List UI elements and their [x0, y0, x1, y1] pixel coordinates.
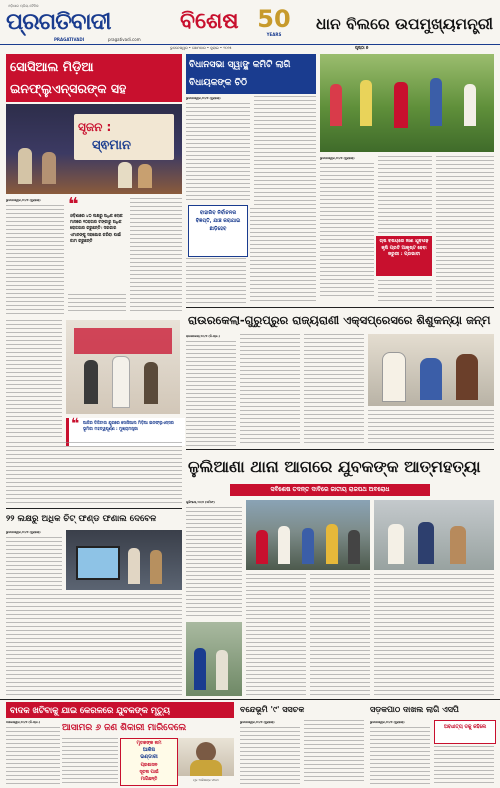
face-icon [196, 742, 216, 762]
person-figure [18, 148, 32, 184]
person-figure [112, 356, 130, 408]
section-rule [6, 508, 182, 509]
backdrop-banner [74, 328, 172, 354]
story8-pull-5: ସୂଚନା ପାଇଁ [139, 770, 159, 775]
person-figure [138, 164, 152, 188]
story3-body-col3 [436, 156, 494, 302]
stage-banner [74, 114, 174, 160]
story1-quote2: ଆଜିର ଡିଜିଟାଲ ଯୁଗରେ ସୋସିଆଲ ମିଡ଼ିଆ ଇନଫ୍ଲୁଏନ୍ସର ଭୂମିକା ମହତ୍ୱପୂର୍ଣ୍ଣ : ମୁଖ୍ୟମନ୍ତ୍ରୀ [83, 420, 174, 431]
story1-body-col3 [130, 198, 182, 314]
story9-body-col2 [304, 720, 364, 784]
story2-dateline: ଭୁବନେଶ୍ୱର,୨୦/୭ (ବ୍ୟୁରୋ) [186, 96, 221, 100]
story5-photo [246, 500, 370, 570]
quote-mark-icon: ❝ [71, 416, 80, 432]
story10-pull: ଅବଧୀତ୍ୟ ଡକୁ କହିଲେ [443, 725, 487, 730]
person-figure [216, 650, 228, 690]
stage-banner-line-1: ସୃଜନ : [78, 120, 112, 134]
story1-quote-block [68, 194, 126, 290]
story5-body-col3 [310, 574, 370, 696]
story7-headline-box [6, 702, 234, 718]
masthead-logo-en: PRAGATIVADI [54, 37, 85, 42]
person-figure [118, 162, 132, 188]
story5-body-col2 [246, 574, 306, 696]
story2-body-col1 [186, 103, 250, 203]
person-figure [348, 530, 360, 564]
section-rule [186, 449, 494, 450]
story2-headline-box [186, 54, 316, 94]
person-figure [326, 524, 338, 564]
story1-body-col1 [6, 205, 64, 314]
shoulders-shape [190, 760, 222, 776]
person-figure [128, 548, 140, 584]
person-figure [418, 522, 434, 564]
story8-photo-caption: ମୃତ ଆଶିଷଙ୍କ ଫଟୋ [193, 778, 219, 782]
person-figure [430, 78, 442, 126]
story4-photo [368, 334, 494, 406]
story3-headline: ଧାନ ବିଲରେ ଉପମୁଖ୍ୟମନ୍ତ୍ରୀ [316, 15, 493, 33]
person-figure [256, 530, 268, 564]
story6-body-col1 [6, 537, 62, 591]
person-figure [194, 648, 206, 690]
story10-body-col2 [434, 746, 494, 784]
story1-body-col2 [68, 294, 126, 314]
story1-body-bottom [6, 442, 182, 504]
story1-headline: ସୋସିଆଲ ମିଡ଼ିଆ ଇନଫ୍ଲୁଏନ୍ସରଙ୍କ ସହ [10, 59, 127, 96]
story6-dateline: ଭୁବନେଶ୍ୱର,୨୦/୭ (ବ୍ୟୁରୋ) [6, 530, 41, 534]
story1-dateline: ଭୁବନେଶ୍ୱର,୨୦/୭ (ବ୍ୟୁରୋ) [6, 198, 41, 202]
person-figure [150, 550, 162, 584]
story4-dateline: ରାଉରକେଲା,୨୦/୭ (ନି.ପ୍ର.) [186, 334, 220, 338]
story3-body-col2b [378, 280, 432, 302]
story5-sub-box [230, 484, 430, 496]
story6-photo [66, 530, 182, 590]
story1-quote: ଓଡ଼ିଶାରେ ୪୦ ଲକ୍ଷରୁ ଅଧିକ ଲୋକ ମାସରେ ୧୦ହଜାର ଟଙ୍କାରୁ ଅଧିକ ରୋଜଗାର କରୁଛନ୍ତି। ସରକାର ଏମାନଙ୍କୁ ସହଯୋଗ କରିବା ପାଇଁ କାମ କରୁଛନ୍ତି [70, 213, 123, 243]
story2-pull-box [188, 205, 248, 257]
story5-sub: ସବିଶେଷ ତଦନ୍ତ ଦାବିରେ ଜାତୀୟ ରାଜପଥ ଅବରୋଧ [270, 486, 390, 493]
masthead-tagline: ଓଡ଼ିଶାର ପ୍ରିୟ ଦୈନିକ [8, 4, 39, 8]
anniversary-number: 50 [257, 5, 291, 33]
quote-mark-icon: ❝ [68, 194, 79, 215]
story8-photo [178, 738, 234, 776]
story3-pull-box [376, 236, 432, 276]
story8-pull-box [120, 738, 178, 786]
masthead-dateline: ଭୁବନେଶ୍ୱର • ସୋମବାର • ଜୁଲାଇ • ୨୦୨୫ [170, 46, 232, 50]
story8-pull-2: ଆଶିଷ [142, 747, 156, 753]
story4-body-col1 [186, 341, 236, 446]
story2-headline: ବିଧାନସଭା ସ୍ୱାଙ୍କ୍ଷ କମିଟି ଲାଗି ବିଧାୟକଙ୍କ ଚିଠି [189, 60, 291, 88]
story2-body-col4 [186, 258, 246, 304]
story10-body-col1 [370, 727, 430, 784]
page-number: ପୃଷ୍ଠା ୭ [355, 45, 369, 50]
story10-headline: ସଡ଼କପାଠ ଦାଖଲ ଲାଗି ଏସପି [370, 705, 459, 714]
person-figure [382, 352, 406, 402]
person-figure [278, 526, 290, 564]
masthead-logo: ପ୍ରଗତିବାଦୀ [6, 9, 111, 35]
story4-body-col3 [304, 334, 364, 446]
anniversary-emblem [255, 6, 293, 40]
story4-body-col4 [368, 410, 494, 446]
story10-pull-box [434, 720, 496, 744]
story5-body-col4 [374, 574, 494, 696]
story3-body-col2 [378, 156, 432, 234]
person-figure [388, 524, 404, 564]
story1-headline-box [6, 54, 182, 102]
story8-pull-1: ମୃତକଙ୍କ ନାମ [136, 741, 162, 746]
story1-lead-photo [6, 104, 182, 194]
story7-dateline: ବାଲେଶ୍ୱର,୨୦/୭ (ନି.ପ୍ର.) [6, 720, 41, 724]
stage-banner-line-2: ସ୍ଵମାନ [92, 138, 131, 153]
story7-headline: ବାଦକ ଖଟିବାକୁ ଯାଇ କେରଳରେ ଯୁବକଙ୍କ ମୃତ୍ୟୁ [10, 705, 170, 715]
section-rule [0, 699, 500, 700]
anniversary-years: YEARS [266, 32, 282, 37]
story5-photo-2 [374, 500, 494, 570]
person-figure [450, 526, 466, 564]
person-figure [330, 84, 342, 126]
story2-body-col2 [254, 96, 316, 206]
story8-headline: ଆସାମର ୬ ଜଣ ଶିକାରୀ ମାରିଦେଲେ [62, 723, 187, 733]
story6-headline: ୨୨ ଲକ୍ଷରୁ ଅଧିକ ଚିଟ୍ ଫଣ୍ଡ ଫଣାଲ ଦେବେଳ [6, 514, 157, 524]
person-figure [464, 84, 476, 126]
story8-pull-4: ପ୍ରଶାସନ [140, 763, 158, 768]
story7-body [6, 727, 60, 784]
story3-pull: ଚାଷ ବିଷୟରେ ଜାଣି ଯୁବପିଢ଼ି କୃଷି ପ୍ରତି ଆକୃଷ୍ଟ ହେବା ଜରୁରୀ : ପ୍ରଭାତୀ [379, 239, 429, 258]
person-figure [394, 82, 408, 128]
story9-dateline: ଭୁବନେଶ୍ୱର,୨୦/୭ (ବ୍ୟୁରୋ) [240, 720, 275, 724]
person-figure [420, 358, 442, 400]
masthead-website: pragativadi.com [108, 37, 141, 42]
story10-dateline: ଭୁବନେଶ୍ୱର,୨୦/୭ (ବ୍ୟୁରୋ) [370, 720, 405, 724]
person-figure [42, 152, 56, 184]
story2-pull: ବାହାରିବ ନିର୍ବାଚନର ବିଜ୍ଞପ୍ତି, ଯାଞ୍ଚ କରାଯାଇ ଛାଡ଼ିହେବ [195, 210, 241, 232]
story4-body-col2 [240, 334, 300, 446]
story6-body-bottom [6, 594, 182, 696]
story5-dateline: କୁଳିଆଣା,୨୦/୭ (ସମିସଂ) [186, 500, 215, 504]
story3-dateline: ଭୁବନେଶ୍ୱର,୨୦/୭ (ବ୍ୟୁରୋ) [320, 156, 355, 160]
story5-photo-3 [186, 622, 242, 696]
story8-pull-3: ଭଣ୍ଡାରୀ [140, 754, 158, 760]
person-figure [360, 80, 372, 126]
story9-headline: ବନ୍ଦେଭୂମି '୯' ସସଚକ [240, 705, 305, 714]
person-figure [456, 354, 478, 400]
story3-body-col1 [320, 163, 374, 299]
person-figure [144, 362, 158, 404]
story1-second-photo [66, 320, 180, 414]
masthead-special: ବିଶେଷ [180, 9, 239, 34]
person-figure [84, 360, 98, 404]
story5-body-col1 [186, 507, 242, 617]
story9-body-col1 [240, 727, 300, 784]
person-figure [302, 528, 314, 564]
story2-body-col3 [250, 208, 316, 304]
story3-lead-photo [320, 54, 494, 152]
story5-headline: ଳୁଲିଆଣା ଥାନା ଆଗରେ ଯୁବକଙ୍କ ଆତ୍ମହତ୍ୟା [188, 457, 481, 476]
story8-body-col1 [62, 738, 118, 784]
story4-headline: ରାଉରକେଲା-ଗୁରୁପ୍ରୁର ରାଜ୍ୟରାଣୀ ଏକ୍ସପ୍ରେସରେ ଶିଶୁକନ୍ୟା ଜନ୍ମ [188, 313, 491, 327]
computer-monitor [76, 546, 120, 580]
story1-body-col1b [6, 320, 62, 438]
story8-pull-6: ମାଗିଛନ୍ତି [140, 777, 158, 782]
